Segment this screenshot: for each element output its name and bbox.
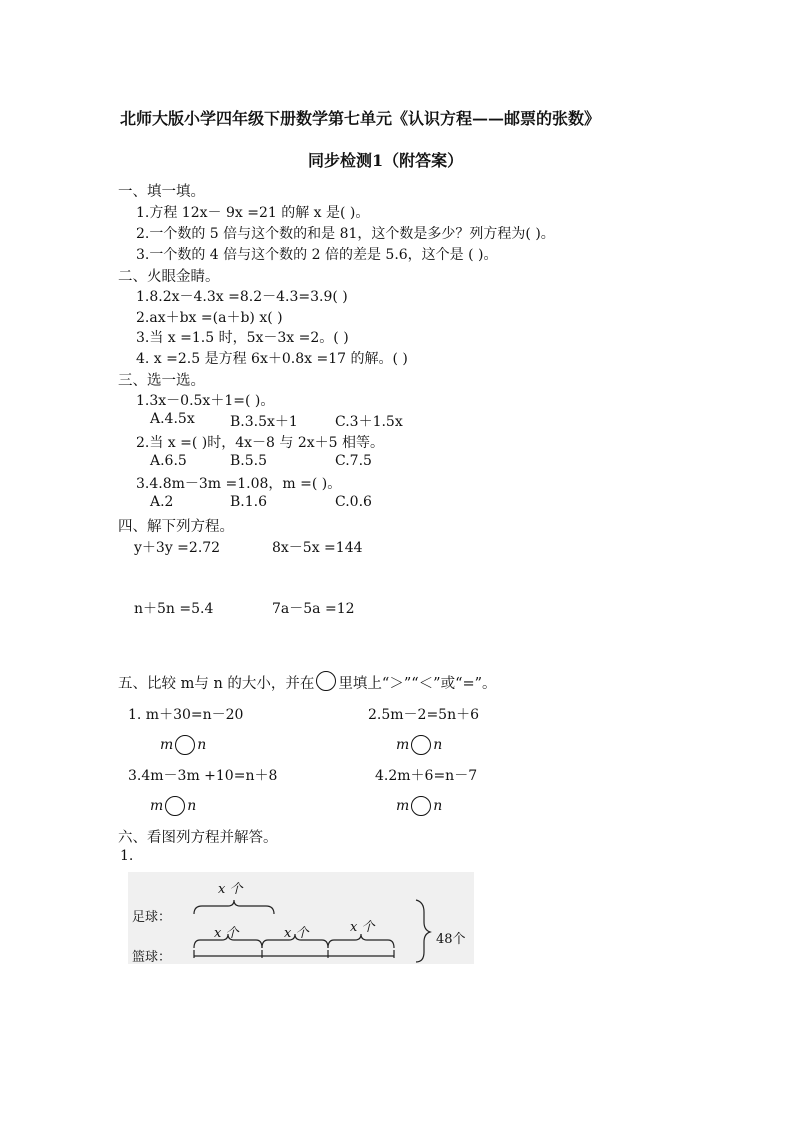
n-label: n: [187, 798, 197, 814]
n-label: n: [433, 798, 443, 814]
s1-question-1: 1.方程 12x－ 9x =21 的解 x 是( )。: [136, 205, 370, 221]
m-label: m: [150, 798, 164, 814]
answer-circle-icon[interactable]: [165, 796, 185, 816]
s5-problem-2: 2.5m－2=5n＋6: [368, 707, 480, 723]
s3-q3-option-b: B.1.6: [230, 494, 268, 510]
section-3-heading: 三、选一选。: [118, 373, 205, 389]
m-label: m: [396, 798, 410, 814]
football-x-label: x 个: [218, 882, 243, 897]
section-5-heading: [118, 672, 497, 694]
answer-circle-icon[interactable]: [175, 735, 195, 755]
s3-q1-option-c: C.3＋1.5x: [335, 414, 403, 430]
s4-equation-2: 8x－5x =144: [272, 540, 363, 556]
page-subtitle: 同步检测1（附答案）: [308, 151, 464, 170]
n-label: n: [433, 737, 443, 753]
s1-question-3: 3.一个数的 4 倍与这个数的 2 倍的差是 5.6，这个是 ( )。: [136, 247, 498, 263]
page-title: 北师大版小学四年级下册数学第七单元《认识方程——邮票的张数》: [120, 109, 601, 128]
section-1-heading: 一、填一填。: [118, 184, 205, 200]
total-label: 48个: [436, 932, 466, 947]
s4-equation-1: y＋3y =2.72: [134, 540, 221, 556]
s4-equation-3: n＋5n =5.4: [134, 601, 214, 617]
answer-circle-icon[interactable]: [411, 796, 431, 816]
basketball-x-label-2: x 个: [284, 926, 309, 941]
s2-question-3: 3.当 x =1.5 时，5x－3x =2。( ): [136, 330, 349, 346]
football-label: 足球：: [132, 910, 172, 925]
m-label: m: [396, 737, 410, 753]
s3-q2-option-c: C.7.5: [335, 453, 372, 469]
s5-problem-4: 4.2m＋6=n－7: [375, 768, 478, 784]
answer-circle-icon[interactable]: [411, 735, 431, 755]
s5-compare-4: [396, 796, 442, 816]
s3-q1-option-b: B.3.5x＋1: [230, 414, 298, 430]
s6-question-1: 1.: [120, 848, 134, 864]
basketball-x-label-1: x 个: [214, 926, 239, 941]
s5-problem-1: 1. m＋30=n－20: [128, 707, 244, 723]
s3-question-1: 1.3x－0.5x＋1=( )。: [136, 393, 275, 409]
s2-question-2: 2.ax＋bx =(a＋b) x( ): [136, 310, 283, 326]
ball-diagram: [128, 872, 474, 964]
s2-question-1: 1.8.2x－4.3x =8.2－4.3=3.9( ): [136, 289, 348, 305]
section-4-heading: 四、解下列方程。: [118, 519, 234, 535]
basketball-x-label-3: x 个: [350, 920, 375, 935]
section-5-heading-part-a: 五、比较 m与 n 的大小，并在: [118, 676, 315, 692]
section-5-heading-part-b: 里填上“＞”“＜”或“=”。: [338, 676, 497, 692]
s4-equation-4: 7a－5a =12: [272, 601, 355, 617]
s3-q1-option-a: A.4.5x: [150, 411, 195, 427]
s3-q3-option-c: C.0.6: [335, 494, 372, 510]
s5-compare-2: [396, 735, 442, 755]
s5-compare-3: [150, 796, 196, 816]
s2-question-4: 4. x =2.5 是方程 6x＋0.8x =17 的解。( ): [136, 351, 408, 367]
s3-q3-option-a: A.2: [150, 494, 174, 510]
section-6-heading: 六、看图列方程并解答。: [118, 830, 278, 846]
s3-q2-option-b: B.5.5: [230, 453, 268, 469]
s3-question-3: 3.4.8m－3m =1.08，m =( )。: [136, 476, 342, 492]
s1-question-2: 2.一个数的 5 倍与这个数的和是 81，这个数是多少？列方程为( )。: [136, 226, 555, 242]
m-label: m: [160, 737, 174, 753]
basketball-label: 篮球：: [132, 950, 172, 965]
s3-question-2: 2.当 x =( )时，4x－8 与 2x＋5 相等。: [136, 435, 385, 451]
s5-compare-1: [160, 735, 206, 755]
brace-diagram-lines: [128, 872, 474, 964]
n-label: n: [197, 737, 207, 753]
s3-q2-option-a: A.6.5: [150, 453, 187, 469]
circle-icon: [316, 671, 336, 691]
section-2-heading: 二、火眼金睛。: [118, 269, 220, 285]
s5-problem-3: 3.4m－3m +10=n＋8: [128, 768, 278, 784]
